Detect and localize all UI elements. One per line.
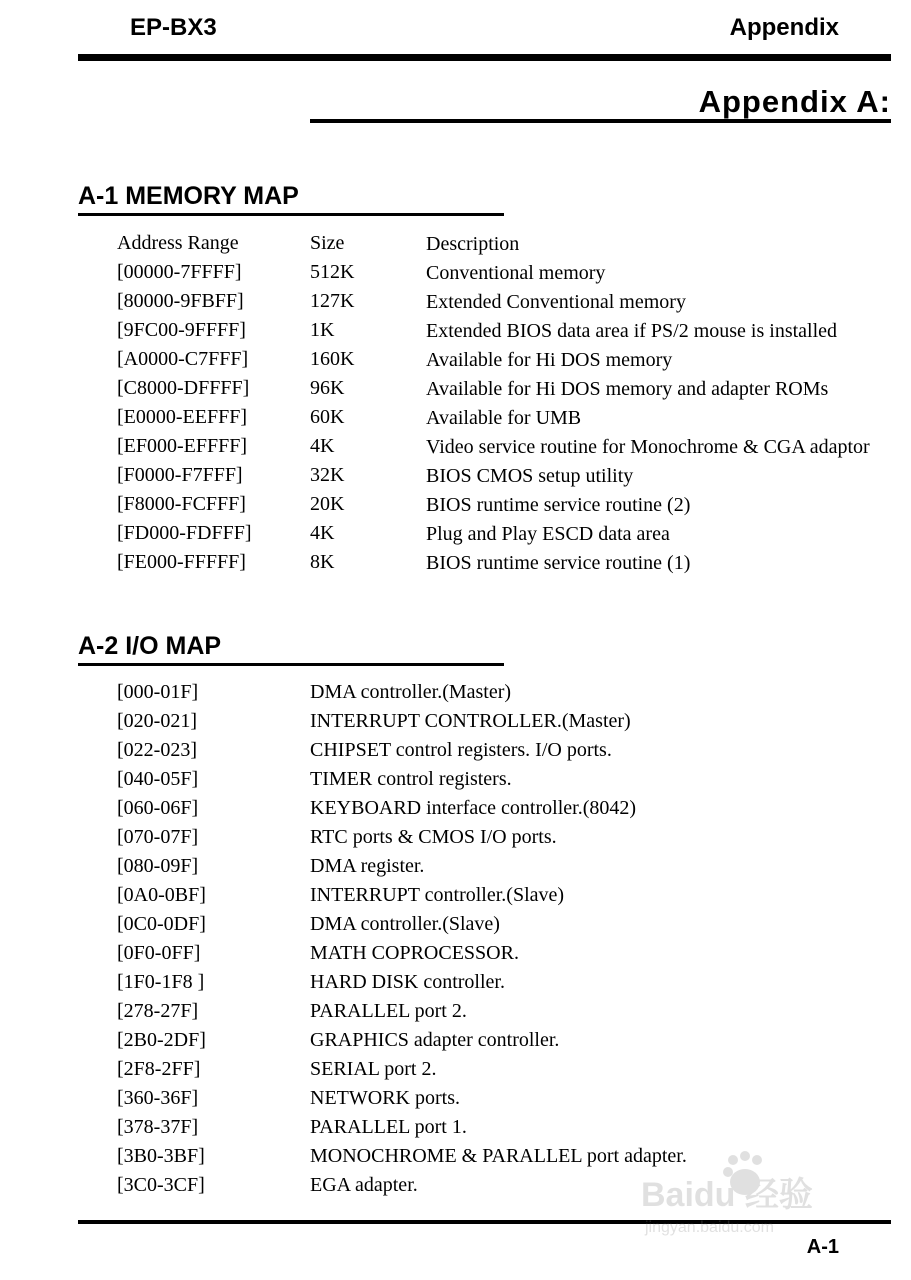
memory-map-row xyxy=(117,461,876,490)
io-description: DMA controller.(Slave) xyxy=(310,913,500,935)
io-address-range: [2B0-2DF] xyxy=(117,1029,206,1051)
address-range: [F0000-F7FFF] xyxy=(117,464,243,486)
io-address-range: [2F8-2FF] xyxy=(117,1058,201,1080)
io-description: PARALLEL port 1. xyxy=(310,1116,467,1138)
address-range: [F8000-FCFFF] xyxy=(117,493,246,515)
memory-map-table xyxy=(117,229,876,577)
address-range: [00000-7FFFF] xyxy=(117,261,242,283)
description: Video service routine for Monochrome & CGA adaptor xyxy=(426,435,870,458)
address-range: [FE000-FFFFF] xyxy=(117,551,246,573)
io-address-range: [022-023] xyxy=(117,739,197,761)
size: 32K xyxy=(310,464,345,486)
size: 512K xyxy=(310,261,355,283)
description: Available for Hi DOS memory xyxy=(426,348,673,371)
description: Available for Hi DOS memory and adapter ROMs xyxy=(426,377,829,400)
size: 160K xyxy=(310,348,355,370)
io-address-range: [070-07F] xyxy=(117,826,199,848)
description: Extended Conventional memory xyxy=(426,290,686,313)
io-description: INTERRUPT controller.(Slave) xyxy=(310,884,565,906)
address-range: [EF000-EFFFF] xyxy=(117,435,248,457)
address-range: [9FC00-9FFFF] xyxy=(117,319,246,341)
io-address-range: [378-37F] xyxy=(117,1116,199,1138)
io-description: MONOCHROME & PARALLEL port adapter. xyxy=(310,1145,687,1167)
size: 4K xyxy=(310,435,335,457)
io-address-range: [0F0-0FF] xyxy=(117,942,201,964)
address-range: [C8000-DFFFF] xyxy=(117,377,250,399)
memory-map-row xyxy=(117,548,876,577)
memory-map-row xyxy=(117,403,876,432)
address-range: [80000-9FBFF] xyxy=(117,290,244,312)
description: Conventional memory xyxy=(426,261,606,284)
size: 8K xyxy=(310,551,335,573)
io-description: RTC ports & CMOS I/O ports. xyxy=(310,826,557,848)
size: 20K xyxy=(310,493,345,515)
column-header-address: Address Range xyxy=(117,232,239,254)
header-rule xyxy=(78,54,891,61)
size: 60K xyxy=(310,406,345,428)
io-address-range: [3B0-3BF] xyxy=(117,1145,205,1167)
io-description: EGA adapter. xyxy=(310,1174,418,1196)
description: Plug and Play ESCD data area xyxy=(426,522,670,545)
description: Available for UMB xyxy=(426,406,582,429)
size: 127K xyxy=(310,290,355,312)
header-section: Appendix xyxy=(729,14,839,41)
io-address-range: [360-36F] xyxy=(117,1087,199,1109)
description: BIOS CMOS setup utility xyxy=(426,464,634,487)
description: BIOS runtime service routine (1) xyxy=(426,551,691,574)
memory-map-row xyxy=(117,432,876,461)
appendix-rule xyxy=(310,119,891,123)
memory-map-row xyxy=(117,519,876,548)
io-address-range: [3C0-3CF] xyxy=(117,1174,205,1196)
io-description: SERIAL port 2. xyxy=(310,1058,437,1080)
memory-map-row xyxy=(117,258,876,287)
column-header-description: Description xyxy=(426,232,520,255)
page-number: A-1 xyxy=(806,1236,839,1258)
description: Extended BIOS data area if PS/2 mouse is installed xyxy=(426,319,838,342)
io-address-range: [0A0-0BF] xyxy=(117,884,206,906)
memory-map-row xyxy=(117,490,876,519)
io-description: NETWORK ports. xyxy=(310,1087,460,1109)
description: BIOS runtime service routine (2) xyxy=(426,493,691,516)
watermark-url: jingyan.baidu.com xyxy=(645,1219,774,1236)
io-description: INTERRUPT CONTROLLER.(Master) xyxy=(310,710,631,732)
memory-map-row xyxy=(117,287,876,316)
watermark-logo xyxy=(641,1148,851,1238)
address-range: [E0000-EEFFF] xyxy=(117,406,247,428)
size: 96K xyxy=(310,377,345,399)
watermark-brand: Baidu 经验 xyxy=(641,1176,813,1214)
io-map-title: A-2 I/O MAP xyxy=(78,632,222,660)
io-address-range: [060-06F] xyxy=(117,797,199,819)
io-address-range: [080-09F] xyxy=(117,855,199,877)
memory-map-row xyxy=(117,316,876,345)
memory-map-row xyxy=(117,374,876,403)
io-address-range: [0C0-0DF] xyxy=(117,913,206,935)
io-address-range: [020-021] xyxy=(117,710,197,732)
address-range: [A0000-C7FFF] xyxy=(117,348,249,370)
appendix-title: Appendix A: xyxy=(698,84,891,119)
memory-map-rule xyxy=(78,213,504,216)
io-description: MATH COPROCESSOR. xyxy=(310,942,519,964)
io-address-range: [278-27F] xyxy=(117,1000,199,1022)
header-model: EP-BX3 xyxy=(130,14,217,41)
io-map-rule xyxy=(78,663,504,666)
io-description: HARD DISK controller. xyxy=(310,971,505,993)
io-address-range: [040-05F] xyxy=(117,768,199,790)
io-description: PARALLEL port 2. xyxy=(310,1000,467,1022)
column-header-size: Size xyxy=(310,232,345,254)
io-address-range: [1F0-1F8 ] xyxy=(117,971,205,993)
io-description: DMA controller.(Master) xyxy=(310,681,512,703)
io-description: GRAPHICS adapter controller. xyxy=(310,1029,560,1051)
size: 1K xyxy=(310,319,335,341)
address-range: [FD000-FDFFF] xyxy=(117,522,252,544)
size: 4K xyxy=(310,522,335,544)
io-address-range: [000-01F] xyxy=(117,681,199,703)
memory-map-header-row xyxy=(117,229,876,258)
memory-map-row xyxy=(117,345,876,374)
io-description: CHIPSET control registers. I/O ports. xyxy=(310,739,612,761)
io-description: KEYBOARD interface controller.(8042) xyxy=(310,797,637,819)
io-description: TIMER control registers. xyxy=(310,768,512,790)
io-description: DMA register. xyxy=(310,855,425,877)
memory-map-title: A-1 MEMORY MAP xyxy=(78,182,299,210)
